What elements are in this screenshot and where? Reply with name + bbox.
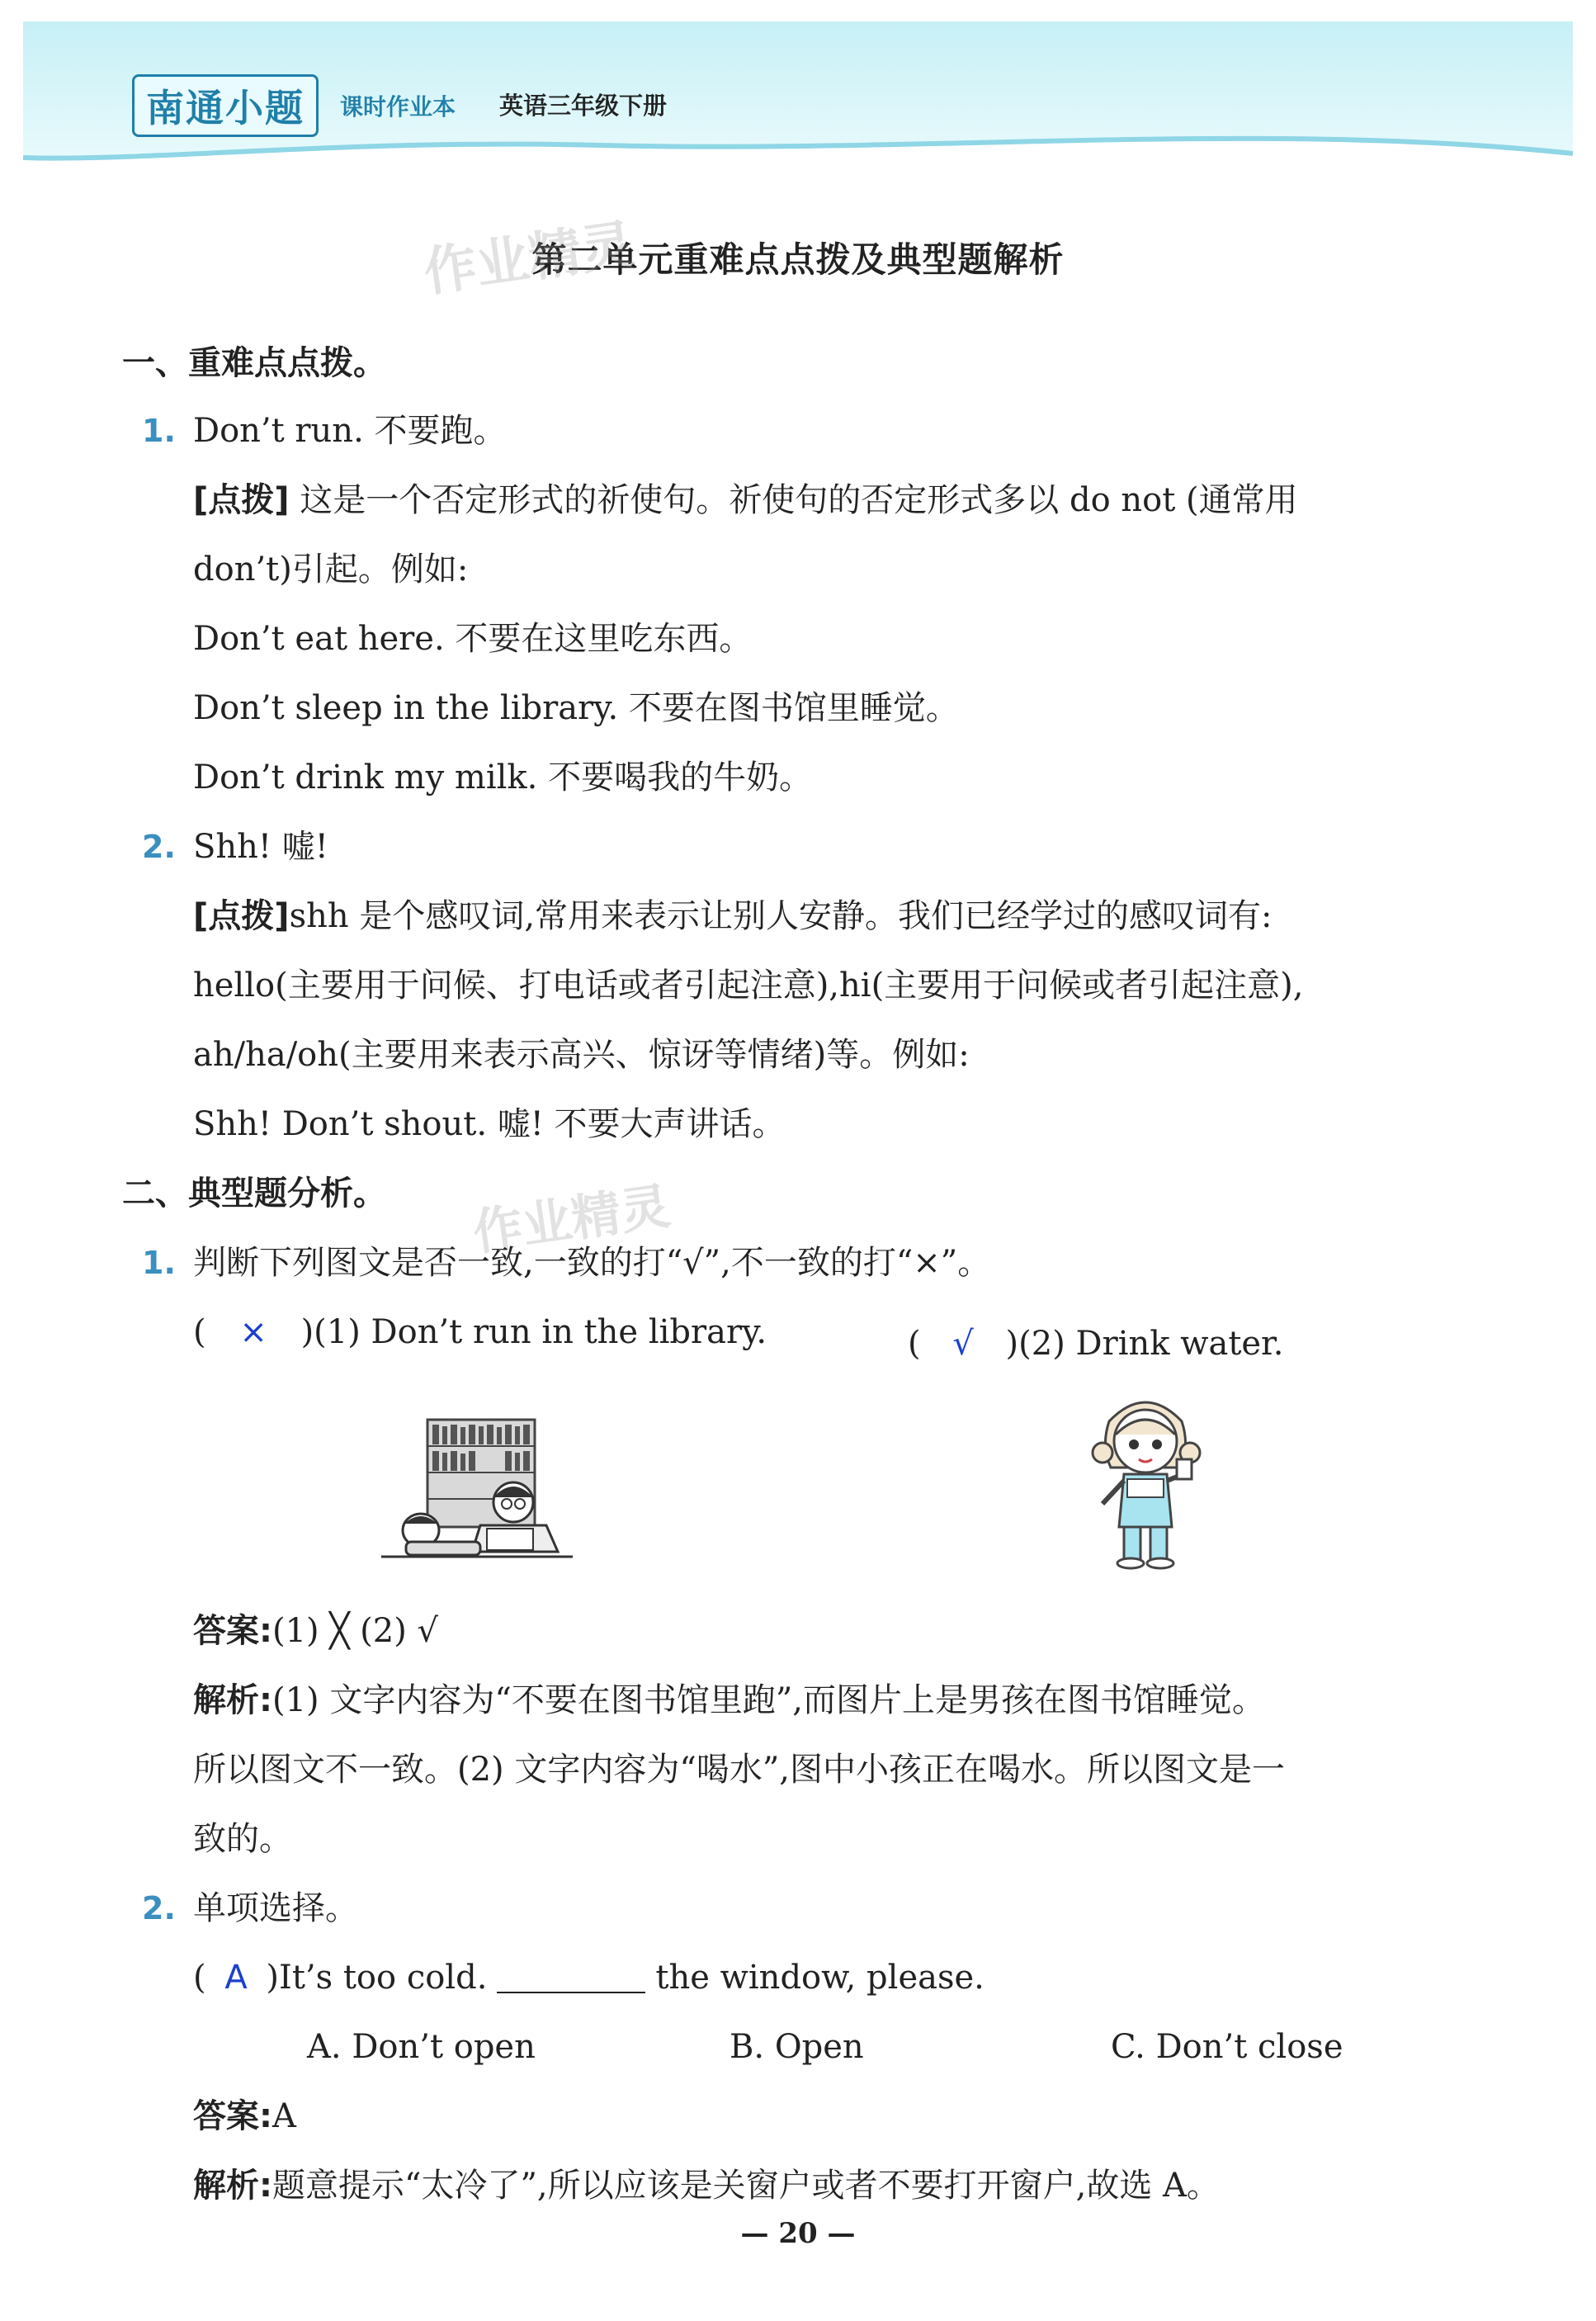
example-sentence: Shh! Don’t shout. 嘘! 不要大声讲话。 [193,1105,786,1143]
analysis-label: 解析: [193,1681,272,1719]
section-heading: 一、重难点点拨。 [122,344,386,382]
tip-line [193,895,1273,938]
question-number: 1. [142,1245,176,1281]
choice-question: ( A )It’s too cold. the window, please. [193,1959,985,1997]
judge-text: )(2) Drink water. [1005,1325,1284,1363]
brand-subtitle: 课时作业本 [340,93,456,121]
tip-label: [点拨] [193,897,290,935]
question-stem: )It’s too cold. [266,1959,488,1997]
answer-line [193,2095,296,2138]
analysis-label: 解析: [193,2167,272,2205]
item-number: 2. [142,829,176,865]
option-b: B. Open [730,2028,864,2066]
answer-mark: A [224,1959,248,1997]
answer-label: 答案: [193,1612,272,1650]
option-a: A. Don’t open [307,2028,536,2066]
question-text: 单项选择。 [193,1889,358,1927]
watermark: 作业精灵 [419,214,638,305]
girl-drinking-picture [1091,1388,1206,1570]
judge-item-2: ( √ )(2) Drink water. [908,1325,1284,1363]
item-text: Shh! 嘘! [193,828,328,866]
brand-logo: 南通小题 [132,74,319,137]
analysis-text: (1) 文字内容为“不要在图书馆里跑”,而图片上是男孩在图书馆睡觉。 [272,1681,1265,1719]
page-number: — 20 — [740,2217,856,2250]
tip-line [193,479,1298,522]
item-number: 1. [142,413,176,449]
example-sentence: Don’t drink my milk. 不要喝我的牛奶。 [193,759,813,797]
page-title: 第二单元重难点点拨及典型题解析 [531,239,1065,280]
answer-mark: × [239,1313,267,1351]
analysis-line [193,2164,1220,2207]
question-text: 判断下列图文是否一致,一致的打“√”,不一致的打“×”。 [193,1244,991,1282]
analysis-text: 致的。 [193,1820,292,1858]
analysis-text: 题意提示“太冷了”,所以应该是关窗户或者不要打开窗户,故选 A。 [272,2167,1220,2205]
item-text: Don’t run. 不要跑。 [193,412,507,450]
tip-text: ah/ha/oh(主要用来表示高兴、惊讶等情绪)等。例如: [193,1036,970,1074]
tip-text: hello(主要用于问候、打电话或者引起注意),hi(主要用于问候或者引起注意), [193,967,1304,1005]
tip-text: don’t)引起。例如: [193,551,469,589]
page-number-value: 20 [778,2217,818,2250]
option-c: C. Don’t close [1111,2028,1343,2066]
answer-blank [497,1962,645,1993]
watermark: 作业精灵 [469,1177,674,1263]
answer-text: A [272,2097,296,2135]
section-heading: 二、典型题分析。 [122,1175,386,1212]
tip-text: 这是一个否定形式的祈使句。祈使句的否定形式多以 do not (通常用 [300,481,1298,519]
answer-label: 答案: [193,2097,272,2135]
example-sentence: Don’t eat here. 不要在这里吃东西。 [193,620,753,658]
analysis-line [193,1679,1265,1722]
judge-text: )(1) Don’t run in the library. [300,1313,767,1351]
analysis-text: 所以图文不一致。(2) 文字内容为“喝水”,图中小孩正在喝水。所以图文是一 [193,1751,1285,1789]
example-sentence: Don’t sleep in the library. 不要在图书馆里睡觉。 [193,689,959,727]
tip-text: shh 是个感叹词,常用来表示让别人安静。我们已经学过的感叹词有: [289,897,1273,935]
book-title: 英语三年级下册 [499,92,668,120]
question-number: 2. [142,1890,176,1926]
library-picture [381,1411,573,1560]
question-stem: the window, please. [655,1959,985,1997]
judge-item-1: ( × )(1) Don’t run in the library. [193,1313,767,1351]
tip-label: [点拨] [193,481,290,519]
answer-mark: √ [952,1325,974,1363]
answer-text: (1) ╳ (2) √ [272,1612,439,1650]
answer-line [193,1610,438,1652]
